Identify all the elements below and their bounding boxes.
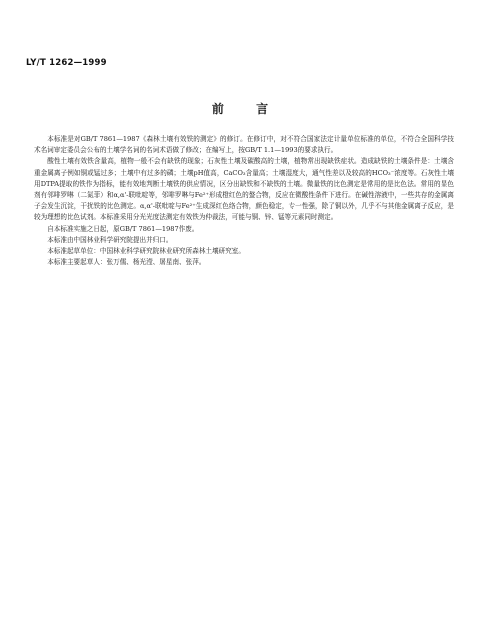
paragraph-revision-note: 本标准是对GB/T 7861—1987《森林土壤有效铁的测定》的修订。在修订中，对不符合国家法定计量单位标准的单位，不符合全国科学技术名词审定委员会公布的土壤学名词的名词术语做了修改；在编写上，按GB/T 1.1—1993的要求执行。 bbox=[34, 135, 454, 155]
paragraph-drafters: 本标准主要起草人：张万儒、杨光滢、屠星南、张萍。 bbox=[47, 258, 206, 267]
standard-code: LY/T 1262—1999 bbox=[26, 58, 107, 68]
body-text bbox=[34, 134, 454, 268]
paragraph-proposer: 本标准由中国林业科学研究院提出并归口。 bbox=[47, 235, 173, 244]
paragraph-drafting-unit: 本标准起草单位：中国林业科学研究院林业研究所森林土壤研究室。 bbox=[47, 247, 245, 256]
page-title: 前 言 bbox=[211, 102, 283, 116]
paragraph-iron-background: 酸性土壤有效铁含量高，植物一般不会有缺铁的现象；石灰性土壤及碳酸高的土壤，植物常出现缺铁症状。造成缺铁的土壤条件是：土壤含重金属离子例如铜或锰过多；土壤中有过多的磷；土壤pH值高，CaCO₃含量高；土壤湿度大，通气性差以及较高的HCO₃⁻浓度等。石灰性土壤用DTPA提取的铁作为指标，能有效地判断土壤铁的供应情况，区分出缺铁和不缺铁的土壤。微量铁的比色测定是常用的是比色法。常用的显色剂有邻啡罗啉（二氮菲）和α,α'-联吡啶等，邻啡罗啉与Fe²⁺形成橙红色的螯合物，反应在微酸性条件下进行。在碱性溶液中，一些共存的金属离子会发生沉淀，干扰铁的比色测定。α,α'-联吡啶与Fe²⁺生成深红色络合物，颜色稳定，专一性强，除了铜以外，几乎不与其他金属离子反应，是较为理想的比色试剂。本标准采用分光光度法测定有效铁为仲裁法，可能与铜、锌、锰等元素同时测定。 bbox=[34, 157, 454, 222]
paragraph-supersedes: 自本标准实施之日起，原GB/T 7861—1987作废。 bbox=[47, 224, 199, 233]
